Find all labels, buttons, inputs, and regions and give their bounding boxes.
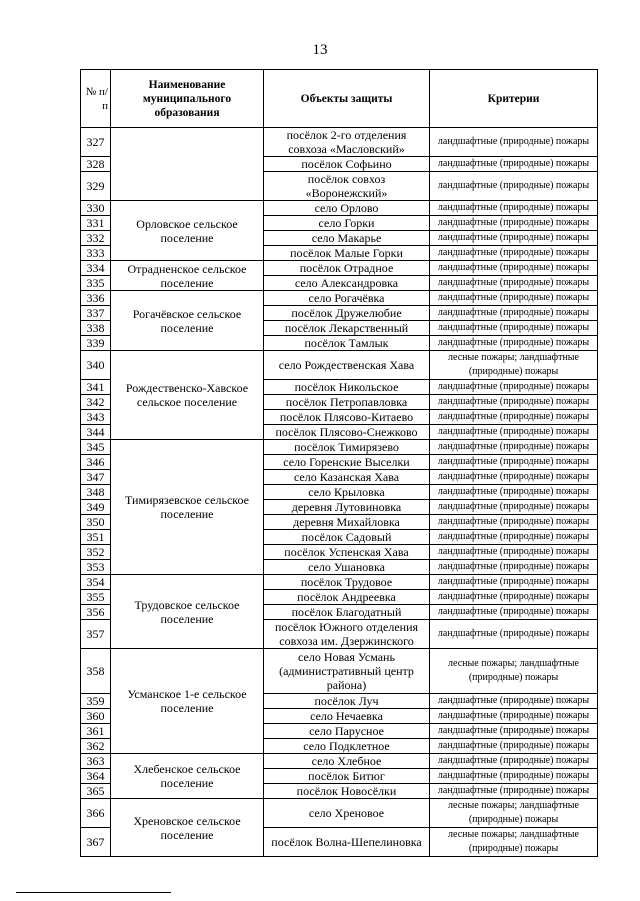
table-header-row <box>81 70 598 128</box>
table-row <box>81 291 598 306</box>
criteria-cell: ландшафтные (природные) пожары <box>430 291 598 306</box>
criteria-cell: ландшафтные (природные) пожары <box>430 336 598 351</box>
table-row <box>81 261 598 276</box>
row-number: 366 <box>81 799 111 828</box>
protection-object-cell: село Хреновое <box>264 799 430 828</box>
criteria-cell: ландшафтные (природные) пожары <box>430 694 598 709</box>
row-number: 367 <box>81 828 111 857</box>
protection-object-cell: село Рогачёвка <box>264 291 430 306</box>
table-row <box>81 799 598 828</box>
row-number: 361 <box>81 724 111 739</box>
protection-object-cell: деревня Михайловка <box>264 515 430 530</box>
row-number: 332 <box>81 231 111 246</box>
row-number: 337 <box>81 306 111 321</box>
criteria-cell: ландшафтные (природные) пожары <box>430 590 598 605</box>
protection-object-cell: село Макарье <box>264 231 430 246</box>
row-number: 362 <box>81 739 111 754</box>
criteria-cell: ландшафтные (природные) пожары <box>430 709 598 724</box>
protection-object-cell: посёлок Тамлык <box>264 336 430 351</box>
criteria-cell: ландшафтные (природные) пожары <box>430 216 598 231</box>
criteria-cell: лесные пожары; ландшафтные (природные) пожары <box>430 799 598 828</box>
municipality-cell: Отрадненское сельское поселение <box>111 261 264 291</box>
row-number: 365 <box>81 784 111 799</box>
protection-object-cell: посёлок Плясово-Снежково <box>264 425 430 440</box>
criteria-cell: лесные пожары; ландшафтные (природные) пожары <box>430 828 598 857</box>
protection-object-cell: посёлок совхоз «Воронежский» <box>264 172 430 201</box>
criteria-cell: ландшафтные (природные) пожары <box>430 620 598 649</box>
municipality-cell: Трудовское сельское поселение <box>111 575 264 649</box>
row-number: 364 <box>81 769 111 784</box>
protection-object-cell: село Орлово <box>264 201 430 216</box>
criteria-cell: лесные пожары; ландшафтные (природные) пожары <box>430 649 598 694</box>
row-number: 350 <box>81 515 111 530</box>
row-number: 342 <box>81 395 111 410</box>
row-number: 348 <box>81 485 111 500</box>
criteria-cell: ландшафтные (природные) пожары <box>430 306 598 321</box>
municipality-cell: Хреновское сельское поселение <box>111 799 264 857</box>
municipality-cell <box>111 128 264 201</box>
protection-object-cell: посёлок Успенская Хава <box>264 545 430 560</box>
protection-object-cell: посёлок Битюг <box>264 769 430 784</box>
protection-object-cell: село Рождественская Хава <box>264 351 430 380</box>
municipality-cell: Рождественско-Хавское сельское поселение <box>111 351 264 440</box>
criteria-cell: ландшафтные (природные) пожары <box>430 261 598 276</box>
protection-object-cell: посёлок Лекарственный <box>264 321 430 336</box>
criteria-cell: ландшафтные (природные) пожары <box>430 784 598 799</box>
criteria-cell: ландшафтные (природные) пожары <box>430 500 598 515</box>
header-criteria: Критерии <box>430 70 598 128</box>
protection-object-cell: посёлок Новосёлки <box>264 784 430 799</box>
row-number: 331 <box>81 216 111 231</box>
criteria-cell: ландшафтные (природные) пожары <box>430 128 598 157</box>
row-number: 329 <box>81 172 111 201</box>
table-body <box>81 128 598 857</box>
protection-object-cell: посёлок 2-го отделения совхоза «Масловский» <box>264 128 430 157</box>
criteria-cell: лесные пожары; ландшафтные (природные) пожары <box>430 351 598 380</box>
protection-objects-table <box>80 69 598 857</box>
protection-object-cell: посёлок Плясово-Китаево <box>264 410 430 425</box>
protection-object-cell: село Александровка <box>264 276 430 291</box>
row-number: 347 <box>81 470 111 485</box>
row-number: 351 <box>81 530 111 545</box>
criteria-cell: ландшафтные (природные) пожары <box>430 575 598 590</box>
criteria-cell: ландшафтные (природные) пожары <box>430 172 598 201</box>
municipality-cell: Орловское сельское поселение <box>111 201 264 261</box>
row-number: 346 <box>81 455 111 470</box>
criteria-cell: ландшафтные (природные) пожары <box>430 380 598 395</box>
row-number: 340 <box>81 351 111 380</box>
criteria-cell: ландшафтные (природные) пожары <box>430 157 598 172</box>
protection-object-cell: деревня Лутовиновка <box>264 500 430 515</box>
protection-object-cell: село Новая Усмань (административный центр района) <box>264 649 430 694</box>
criteria-cell: ландшафтные (природные) пожары <box>430 276 598 291</box>
criteria-cell: ландшафтные (природные) пожары <box>430 545 598 560</box>
table-row <box>81 201 598 216</box>
row-number: 359 <box>81 694 111 709</box>
row-number: 363 <box>81 754 111 769</box>
municipality-cell: Рогачёвское сельское поселение <box>111 291 264 351</box>
protection-object-cell: село Горки <box>264 216 430 231</box>
protection-object-cell: посёлок Софьино <box>264 157 430 172</box>
criteria-cell: ландшафтные (природные) пожары <box>430 605 598 620</box>
row-number: 343 <box>81 410 111 425</box>
criteria-cell: ландшафтные (природные) пожары <box>430 455 598 470</box>
row-number: 349 <box>81 500 111 515</box>
criteria-cell: ландшафтные (природные) пожары <box>430 769 598 784</box>
row-number: 330 <box>81 201 111 216</box>
page-number: 13 <box>312 42 328 58</box>
criteria-cell: ландшафтные (природные) пожары <box>430 231 598 246</box>
protection-object-cell: посёлок Дружелюбие <box>264 306 430 321</box>
row-number: 352 <box>81 545 111 560</box>
protection-object-cell: посёлок Андреевка <box>264 590 430 605</box>
row-number: 353 <box>81 560 111 575</box>
table-row <box>81 440 598 455</box>
row-number: 356 <box>81 605 111 620</box>
protection-object-cell: село Крыловка <box>264 485 430 500</box>
protection-object-cell: посёлок Отрадное <box>264 261 430 276</box>
row-number: 345 <box>81 440 111 455</box>
criteria-cell: ландшафтные (природные) пожары <box>430 754 598 769</box>
protection-object-cell: посёлок Волна-Шепелиновка <box>264 828 430 857</box>
protection-object-cell: посёлок Петропавловка <box>264 395 430 410</box>
header-objects: Объекты защиты <box>264 70 430 128</box>
table-row <box>81 351 598 380</box>
row-number: 328 <box>81 157 111 172</box>
protection-object-cell: село Нечаевка <box>264 709 430 724</box>
table-row <box>81 128 598 157</box>
protection-object-cell: посёлок Луч <box>264 694 430 709</box>
protection-object-cell: посёлок Южного отделения совхоза им. Дзержинского <box>264 620 430 649</box>
criteria-cell: ландшафтные (природные) пожары <box>430 485 598 500</box>
protection-object-cell: село Ушановка <box>264 560 430 575</box>
row-number: 358 <box>81 649 111 694</box>
criteria-cell: ландшафтные (природные) пожары <box>430 470 598 485</box>
criteria-cell: ландшафтные (природные) пожары <box>430 530 598 545</box>
protection-object-cell: село Парусное <box>264 724 430 739</box>
protection-object-cell: посёлок Благодатный <box>264 605 430 620</box>
row-number: 338 <box>81 321 111 336</box>
row-number: 354 <box>81 575 111 590</box>
criteria-cell: ландшафтные (природные) пожары <box>430 321 598 336</box>
criteria-cell: ландшафтные (природные) пожары <box>430 440 598 455</box>
protection-object-cell: село Подклетное <box>264 739 430 754</box>
municipality-cell: Хлебенское сельское поселение <box>111 754 264 799</box>
criteria-cell: ландшафтные (природные) пожары <box>430 201 598 216</box>
row-number: 344 <box>81 425 111 440</box>
row-number: 327 <box>81 128 111 157</box>
row-number: 335 <box>81 276 111 291</box>
row-number: 357 <box>81 620 111 649</box>
row-number: 339 <box>81 336 111 351</box>
protection-object-cell: село Хлебное <box>264 754 430 769</box>
header-num: № п/ п <box>81 70 111 128</box>
protection-object-cell: посёлок Никольское <box>264 380 430 395</box>
criteria-cell: ландшафтные (природные) пожары <box>430 395 598 410</box>
protection-object-cell: посёлок Садовый <box>264 530 430 545</box>
footnote-divider <box>16 892 171 893</box>
protection-object-cell: посёлок Тимирязево <box>264 440 430 455</box>
criteria-cell: ландшафтные (природные) пожары <box>430 246 598 261</box>
criteria-cell: ландшафтные (природные) пожары <box>430 739 598 754</box>
row-number: 355 <box>81 590 111 605</box>
table-row <box>81 575 598 590</box>
header-municipality: Наименование муниципального образования <box>111 70 264 128</box>
row-number: 360 <box>81 709 111 724</box>
criteria-cell: ландшафтные (природные) пожары <box>430 410 598 425</box>
row-number: 334 <box>81 261 111 276</box>
criteria-cell: ландшафтные (природные) пожары <box>430 515 598 530</box>
row-number: 333 <box>81 246 111 261</box>
criteria-cell: ландшафтные (природные) пожары <box>430 724 598 739</box>
municipality-cell: Тимирязевское сельское поселение <box>111 440 264 575</box>
row-number: 336 <box>81 291 111 306</box>
row-number: 341 <box>81 380 111 395</box>
table-row <box>81 754 598 769</box>
municipality-cell: Усманское 1-е сельское поселение <box>111 649 264 754</box>
table-row <box>81 649 598 694</box>
protection-object-cell: посёлок Малые Горки <box>264 246 430 261</box>
protection-object-cell: посёлок Трудовое <box>264 575 430 590</box>
criteria-cell: ландшафтные (природные) пожары <box>430 425 598 440</box>
protection-object-cell: село Казанская Хава <box>264 470 430 485</box>
criteria-cell: ландшафтные (природные) пожары <box>430 560 598 575</box>
protection-object-cell: село Горенские Выселки <box>264 455 430 470</box>
